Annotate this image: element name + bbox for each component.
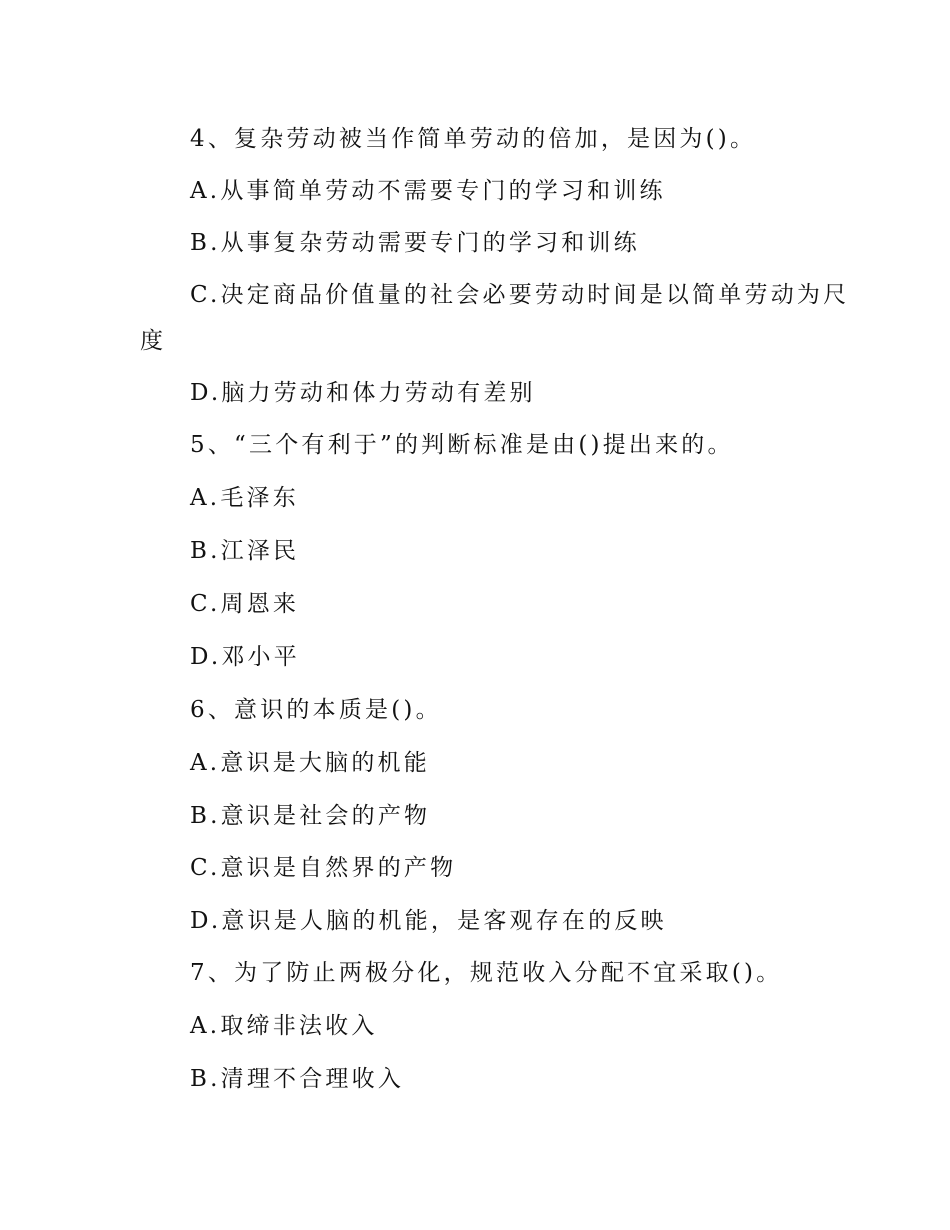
question-7-stem: 7、为了防止两极分化，规范收入分配不宜采取()。: [190, 960, 783, 986]
question-6-option-a: A.意识是大脑的机能: [190, 750, 430, 776]
question-6-option-b: B.意识是社会的产物: [190, 803, 431, 829]
question-5-option-d: D.邓小平: [190, 644, 300, 670]
question-4-option-d: D.脑力劳动和体力劳动有差别: [190, 380, 536, 406]
question-6-stem: 6、意识的本质是()。: [190, 697, 442, 723]
question-5-option-b: B.江泽民: [190, 538, 300, 564]
question-4-option-a: A.从事简单劳动不需要专门的学习和训练: [190, 178, 666, 204]
question-5-stem: 5、“三个有利于”的判断标准是由()提出来的。: [190, 432, 734, 458]
question-6-option-d: D.意识是人脑的机能，是客观存在的反映: [190, 908, 667, 934]
question-4-option-b: B.从事复杂劳动需要专门的学习和训练: [190, 230, 640, 256]
question-5-option-a: A.毛泽东: [190, 485, 299, 511]
question-4-stem: 4、复杂劳动被当作简单劳动的倍加，是因为()。: [190, 126, 757, 152]
question-4-option-c-continuation: 度: [140, 328, 167, 354]
question-6-option-c: C.意识是自然界的产物: [190, 855, 457, 881]
question-4-option-c: C.决定商品价值量的社会必要劳动时间是以简单劳动为尺: [190, 282, 850, 308]
question-7-option-a: A.取缔非法收入: [190, 1013, 378, 1039]
question-7-option-b: B.清理不合理收入: [190, 1066, 405, 1092]
question-5-option-c: C.周恩来: [190, 591, 300, 617]
